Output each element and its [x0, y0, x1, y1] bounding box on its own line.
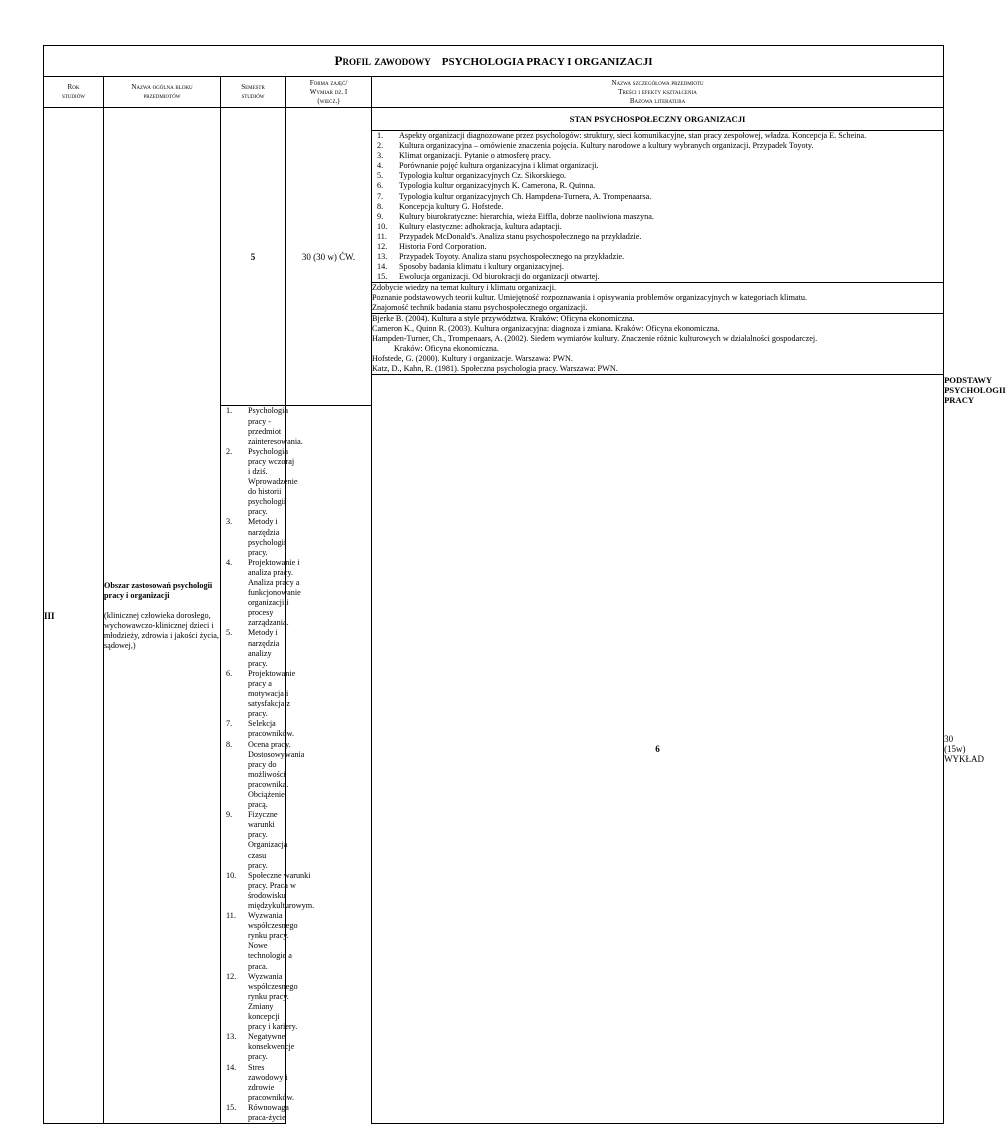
topic-number: 10. [377, 221, 388, 231]
blok-title: Obszar zastosowań psychologii pracy i organizacji [104, 580, 213, 600]
semester-cell: 5 [221, 108, 286, 406]
topic-item [221, 870, 315, 911]
topic-text: Ewolucja organizacji. Od biurokracji do organizacji otwartej. [399, 272, 600, 282]
literature-cell [372, 314, 944, 375]
header-forma-line: Forma zajęć/ [309, 78, 348, 87]
header-nazwa-line: Nazwa szczegółowa przedmiotu [611, 78, 704, 87]
subject-name: STAN PSYCHOSPOŁECZNY ORGANIZACJI [372, 108, 944, 131]
topic-text: Wyzwania współczesnego rynku pracy. Nowe technologie a praca. [248, 911, 298, 971]
semester-cell: 6 [372, 375, 944, 1124]
topic-text: Wyzwania współczesnego rynku pracy. Zmiany koncepcji pracy i kariery. [248, 971, 298, 1032]
topic-text: Stres zawodowy i zdrowie pracowników. [248, 1062, 295, 1102]
header-semestr [221, 77, 286, 108]
topic-item [372, 161, 943, 171]
topic-text: Przypadek McDonald's. Analiza stanu psychospołecznego na przykładzie. [399, 231, 642, 241]
topic-number: 7. [377, 191, 384, 201]
topic-item [221, 557, 301, 629]
topic-number: 12. [377, 242, 388, 252]
topic-item [372, 252, 943, 262]
topics-list [372, 131, 943, 282]
topic-text: Kultury biurokratyczne: hierarchia, wieża Eiffla, dobrze naoliwiona maszyna. [399, 211, 654, 221]
page-title [44, 46, 944, 77]
literature-item: Bjerke B. (2004). Kultura a style przywództwa. Kraków: Oficyna ekonomiczna. [372, 314, 635, 324]
topic-number: 5. [377, 171, 384, 181]
curriculum-table: Profil zawodowy PSYCHOLOGIA PRACY I ORGANIZACJI Rok studiów Nazwa ogólna bloku przedmiotów Semestr studiów Forma zajęć/ Wymiar dz. I (wiecz.) Nazwa szczegółowa przedmiotu Treści i efekty kształcenia Bazowa literatura III Obszar zastosowań psychologii pracy i organizacji (klinicznej człowieka dorosłego, wychowawczo-klinicznej dzieci i młodzieży, zdrowia i jakości życia, sądowej,) 5 30 (30 w) ĆW. STAN PSYCHOSPOŁECZNY ORGANIZACJI 1. Aspekty organizacji diagnozowane przez psychologów: struktury, sieci komunikacyjne, stan pracy zespołowej, władza. Koncepcja E. Scheina. 2. Kultura organizacyjna – omówienie znaczenia pojęcia. Kultury narodowe a kultury wybranych organizacji. Przypadek Toyoty. 3. Klimat organizacji. Pytanie o atmosferę pracy. 4. Porównanie pojęć kultura organizacyjna i klimat organizacji. 5. Typologia kultur organizacyjnych Cz. Sikorskiego. 6. Typologia kultur organizacyjnych K. Camerona, R. Quinna. 7. Typologia kultur organizacyjnych Ch. Hampdena-Turnera, A. Trompenaarsa. 8. Koncepcja kultury G. Hofstede. 9. Kultury biurokratyczne: hierarchia, wieża Eiffla, dobrze naoliwiona maszyna. 10. Kultury elastyczne: adhokracja, kultura adaptacji. 11. Przypadek McDonald's. Analiza stanu psychospołecznego na przykładzie. 12. Historia Ford Corporation. 13. Przypadek Toyoty. Analiza stanu psychospołecznego na przykładzie. 14. Sposoby badania klimatu i kultury organizacyjnej. 15. Ewolucja organizacji. Od biurokracji do organizacji otwartej. Zdobycie wiedzy na temat kultury i klimatu organizacji. Poznanie podstawowych teorii kultur. Umiejętność rozpoznawania i opisywania problemów organizacyjnych w kategoriach klimatu. Znajomość technik badania stanu psychospołecznego organizacji. Bjerke B. (2004). Kultura a style przywództwa. Kraków: Oficyna ekonomiczna. Cameron K., Quinn R. (2003). Kultura organizacyjna: diagnoza i zmiana. Kraków: Oficyna ekonomiczna. Hampden-Turner, Ch., Trompenaars, A. (2002). Siedem wymiarów kultury. Znaczenie różnic kulturowych w działalności gospodarczej. Kraków: Oficyna ekonomiczna. Hofstede, G. (2000). Kultury i organizacje. Warszawa: PWN. Katz, D., Kahn, R. (1981). Społeczna psychologia pracy. Warszawa: PWN. 6 30 (15w) WYKŁAD PODSTAWY PSYCHOLOGII PRACY 1. Psychologia pracy - przedmiot zainteresowania. 2. Psychologia pracy wczoraj i dziś. Wprowadzenie do historii psychologii pracy. 3. Metody i narzędzia psychologii pracy. 4. Projektowanie i analiza pracy. Analiza pracy a funkcjonowanie organizacji i procesy zarządzania. 5. Metody i narzędzia analizy pracy. 6. Projektowanie pracy a motywacja i satysfakcja z pracy. 7. Selekcja pracowników. 8. Ocena pracy. Dostosowywania pracy do możliwości pracownika. Obciążenie pracą. 9. Fizyczne warunki pracy. Organizacja czasu pracy. 10. Społeczne warunki pracy. Praca w środowisku międzykulturowym. 11. Wyzwania współczesnego rynku pracy. Nowe technologie a praca. 12. Wyzwania współczesnego rynku pracy. Zmiany koncepcji pracy i kariery. 13. Negatywne konsekwencje pracy. 14. Stres zawodowy i zdrowie pracowników. 15. Równowaga praca-życie [43, 45, 944, 1124]
topic-number: 13. [226, 1032, 237, 1042]
topic-number: 3. [226, 517, 233, 527]
topic-item [372, 131, 943, 141]
topic-text: Klimat organizacji. Pytanie o atmosferę pracy. [399, 151, 551, 161]
topic-number: 15. [226, 1102, 237, 1112]
topic-number: 6. [226, 668, 233, 678]
topic-text: Projektowanie i analiza pracy. Analiza pracy a funkcjonowanie organizacji i procesy zarządzania. [248, 557, 301, 628]
header-rok-line: studiów [61, 92, 86, 100]
header-blok [104, 77, 221, 108]
topic-text: Równowaga praca-życie [248, 1102, 289, 1122]
topic-text: Ocena pracy. Dostosowywania pracy do możliwości pracownika. Obciążenie pracą. [248, 739, 305, 810]
topic-text: Fizyczne warunki pracy. Organizacja czasu pracy. [248, 810, 288, 870]
literature-item: Hampden-Turner, Ch., Trompenaars, A. (2002). Siedem wymiarów kultury. Znaczenie różnic kulturowych w działalności gospodarczej. [372, 334, 818, 344]
topic-item [221, 911, 298, 972]
topic-item [221, 628, 285, 668]
topic-number: 4. [377, 161, 384, 171]
header-semestr-line: studiów [241, 92, 265, 100]
topic-number: 1. [226, 406, 233, 416]
header-blok-line: Nazwa ogólna bloku [131, 83, 193, 91]
topic-text: Metody i narzędzia psychologii pracy. [248, 517, 287, 557]
topic-item [221, 668, 296, 719]
topic-number: 10. [226, 870, 237, 880]
header-semestr-line: Semestr [241, 83, 265, 91]
topic-text: Typologia kultur organizacyjnych Cz. Sikorskiego. [399, 171, 567, 181]
topic-item [372, 171, 943, 181]
topic-item [221, 1102, 289, 1123]
topic-number: 15. [377, 272, 388, 282]
topic-number: 5. [226, 628, 233, 638]
topic-text: Typologia kultur organizacyjnych Ch. Hampdena-Turnera, A. Trompenaarsa. [399, 191, 652, 201]
form-cell: 30 (30 w) ĆW. [286, 108, 372, 406]
topics-list [221, 406, 315, 1123]
topic-number: 11. [377, 231, 387, 241]
topic-text: Społeczne warunki pracy. Praca w środowisku międzykulturowym. [248, 870, 315, 910]
literature-item: Kraków: Oficyna ekonomiczna. [394, 344, 499, 354]
topic-item [221, 719, 295, 739]
topic-item [372, 151, 943, 161]
header-rok [44, 77, 104, 108]
topic-item [221, 971, 298, 1033]
topic-text: Projektowanie pracy a motywacja i satysfakcja z pracy. [248, 668, 296, 719]
header-forma [286, 77, 372, 108]
title-main: PSYCHOLOGIA PRACY I ORGANIZACJI [441, 56, 653, 68]
topic-text: Selekcja pracowników. [248, 719, 295, 739]
header-forma-line: Wymiar dz. I [309, 87, 348, 96]
topic-number: 11. [226, 911, 236, 921]
topic-text: Historia Ford Corporation. [399, 242, 487, 252]
topic-number: 4. [226, 557, 233, 567]
blok-cell [104, 108, 221, 1124]
header-nazwa-line: Treści i efekty kształcenia [618, 87, 697, 96]
topic-text: Metody i narzędzia analizy pracy. [248, 628, 280, 668]
literature-item: Cameron K., Quinn R. (2003). Kultura organizacyjna: diagnoza i zmiana. Kraków: Oficyna ekonomiczna. [372, 324, 720, 334]
topic-number: 7. [226, 719, 233, 729]
topic-text: Negatywne konsekwencje pracy. [248, 1032, 295, 1062]
rok-cell: III [44, 108, 104, 1124]
topic-text: Sposoby badania klimatu i kultury organizacyjnej. [399, 262, 564, 272]
topic-item [372, 202, 943, 212]
topic-item [221, 406, 303, 446]
topic-text: Porównanie pojęć kultura organizacyjna i klimat organizacji. [399, 161, 599, 171]
title-prefix: Profil zawodowy [334, 53, 431, 68]
topic-item [221, 810, 288, 871]
topic-number: 8. [377, 201, 384, 211]
topic-number: 9. [377, 211, 384, 221]
topic-number: 12. [226, 971, 237, 981]
topic-text: Kultury elastyczne: adhokracja, kultura adaptacji. [399, 221, 562, 231]
topic-number: 8. [226, 739, 233, 749]
topic-item [221, 446, 298, 518]
topic-item [372, 262, 943, 272]
topic-text: Aspekty organizacji diagnozowane przez psychologów: struktury, sieci komunikacyjne, stan pracy zespołowej, władza. Koncepcja E. Scheina. [399, 131, 867, 140]
topic-number: 2. [226, 446, 233, 456]
topic-item [221, 517, 285, 557]
literature-item: Hofstede, G. (2000). Kultury i organizacje. Warszawa: PWN. [372, 354, 573, 364]
blok-description: (klinicznej człowieka dorosłego, wychowawczo-klinicznej dzieci i młodzieży, zdrowia i jakości życia, sądowej,) [104, 610, 219, 650]
effect-item: Znajomość technik badania stanu psychospołecznego organizacji. [372, 303, 588, 313]
topic-item [372, 192, 943, 202]
topic-item [221, 1062, 295, 1103]
topic-item [372, 242, 943, 252]
effect-item: Zdobycie wiedzy na temat kultury i klimatu organizacji. [372, 283, 557, 293]
topic-number: 6. [377, 181, 384, 191]
header-nazwa [372, 77, 944, 108]
literature-item: Katz, D., Kahn, R. (1981). Społeczna psychologia pracy. Warszawa: PWN. [372, 364, 618, 374]
topic-item [221, 739, 305, 811]
effects-cell [372, 283, 944, 314]
effect-item: Poznanie podstawowych teorii kultur. Umiejętność rozpoznawania i opisywania problemów organizacyjnych w kategoriach klimatu. [372, 293, 808, 303]
topic-item [372, 272, 943, 282]
header-forma-line: (wiecz.) [317, 96, 340, 105]
topic-text: Koncepcja kultury G. Hofstede. [399, 201, 504, 211]
topics-cell [221, 406, 315, 1124]
topic-number: 1. [377, 131, 384, 140]
topic-number: 9. [226, 810, 233, 820]
topic-item [372, 212, 943, 222]
topic-number: 14. [226, 1062, 237, 1072]
header-rok-line: Rok [67, 83, 80, 91]
topic-item [372, 222, 943, 232]
topic-number: 13. [377, 252, 388, 262]
topic-text: Psychologia pracy wczoraj i dziś. Wprowadzenie do historii psychologii pracy. [248, 446, 298, 517]
topic-text: Przypadek Toyoty. Analiza stanu psychospołecznego na przykładzie. [399, 252, 625, 262]
header-blok-line: przedmiotów [143, 92, 181, 100]
topic-number: 14. [377, 262, 388, 272]
topic-item [221, 1032, 295, 1062]
topic-number: 3. [377, 151, 384, 161]
topic-item [372, 232, 943, 242]
topic-text: Kultura organizacyjna – omówienie znaczenia pojęcia. Kultury narodowe a kultury wybranych organizacji. Przypadek Toyoty. [399, 141, 814, 151]
topics-cell [372, 131, 944, 283]
topic-item [372, 181, 943, 191]
topic-text: Typologia kultur organizacyjnych K. Camerona, R. Quinna. [399, 181, 596, 191]
header-nazwa-line: Bazowa literatura [629, 96, 686, 105]
topic-text: Psychologia pracy - przedmiot zainteresowania. [248, 406, 303, 446]
topic-item [372, 141, 943, 151]
topic-number: 2. [377, 141, 384, 151]
